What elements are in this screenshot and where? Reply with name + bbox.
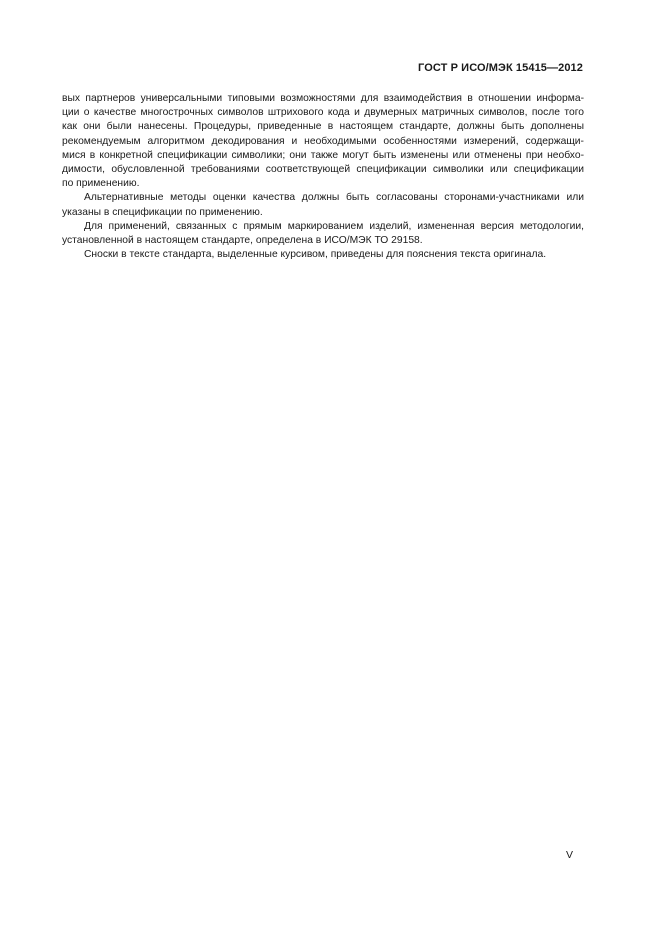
paragraph-1	[62, 92, 584, 191]
text-line: Сноски в тексте стандарта, выделенные курсивом, приведены для пояснения текста оригинала.	[84, 249, 547, 261]
text-line: по применению.	[62, 178, 140, 190]
paragraph-2	[62, 191, 584, 219]
paragraph-4	[62, 248, 584, 262]
document-body	[62, 92, 584, 262]
standard-id: ГОСТ Р ИСО/МЭК 15415—2012	[418, 62, 583, 74]
text-line: установленной в настоящем стандарте, определена в ИСО/МЭК ТО 29158.	[62, 235, 423, 247]
text-line: димости, обусловленной требованиями соответствующей спецификации символики или спецификации	[62, 164, 584, 176]
document-header	[418, 62, 583, 74]
text-line: как они были нанесены. Процедуры, приведенные в настоящем стандарте, должны быть дополнены	[62, 121, 584, 133]
text-line: Для применений, связанных с прямым маркированием изделий, измененная версия методологии,	[84, 220, 584, 232]
text-line: вых партнеров универсальными типовыми возможностями для взаимодействия в отношении информа-	[62, 93, 584, 104]
text-line: мися в конкретной спецификации символики; они также могут быть изменены или отменены при необхо-	[62, 149, 584, 161]
text-line: указаны в спецификации по применению.	[62, 206, 263, 218]
paragraph-3	[62, 220, 584, 248]
text-line: Альтернативные методы оценки качества должны быть согласованы сторонами-участниками или	[84, 192, 584, 204]
text-line: ции о качестве многострочных символов штрихового кода и двумерных матричных символов, после того	[62, 107, 584, 119]
text-line: рекомендуемым алгоритмом декодирования и необходимыми особенностями измерений, содержащи-	[62, 135, 584, 147]
page-number: V	[566, 849, 574, 861]
